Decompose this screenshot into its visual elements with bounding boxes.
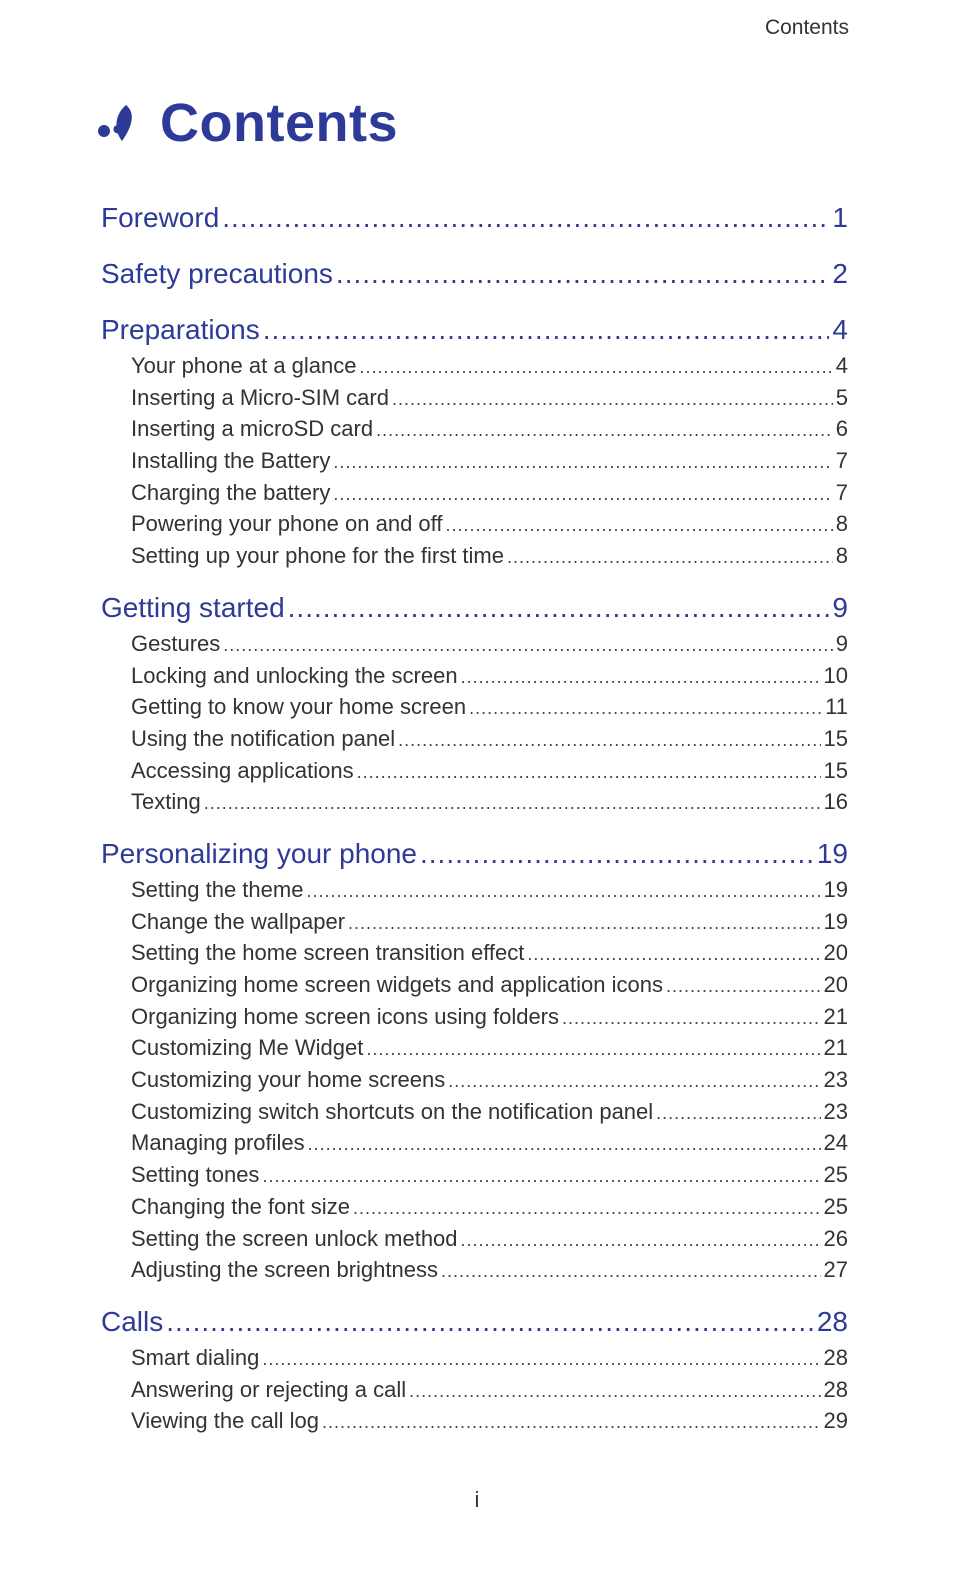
toc-leader-dots: [562, 1003, 821, 1033]
toc-entry-page: 28: [816, 1305, 848, 1337]
toc-entry-topic[interactable]: [101, 1191, 848, 1223]
toc-entry-chapter[interactable]: [101, 834, 848, 874]
toc-entry-page: 7: [835, 448, 848, 474]
toc-entry-label: Inserting a microSD card: [131, 416, 374, 442]
toc-entry-page: 20: [823, 940, 848, 966]
toc-leader-dots: [263, 310, 830, 350]
toc-entry-topic[interactable]: [101, 937, 848, 969]
toc-entry-page: 4: [832, 314, 848, 345]
toc-leader-dots: [353, 1193, 821, 1223]
toc-section: [101, 588, 848, 818]
toc-entry-label: Personalizing your phone: [101, 837, 417, 869]
toc-section: [101, 254, 848, 294]
toc-entry-page: 28: [823, 1376, 848, 1402]
toc-leader-dots: [204, 788, 821, 818]
toc-entry-topic[interactable]: [101, 477, 848, 509]
toc-entry-page: 15: [823, 757, 848, 783]
toc-leader-dots: [527, 939, 820, 969]
toc-entry-topic[interactable]: [101, 540, 848, 572]
toc-leader-dots: [461, 662, 821, 692]
toc-entry-page: 9: [832, 591, 848, 623]
toc-leader-dots: [322, 1407, 821, 1437]
toc-section: [101, 1302, 848, 1437]
toc-entry-topic[interactable]: [101, 1342, 848, 1374]
toc-entry-topic[interactable]: [101, 969, 848, 1001]
toc-entry-page: 21: [823, 1035, 848, 1061]
toc-leader-dots: [366, 1034, 820, 1064]
toc-entry-page: 24: [823, 1130, 848, 1156]
toc-entry-page: 2: [832, 258, 848, 289]
toc-entry-label: Setting the theme: [131, 876, 304, 902]
toc-entry-label: Customizing Me Widget: [131, 1035, 364, 1061]
toc-entry-topic[interactable]: [101, 1374, 848, 1406]
toc-entry-page: 28: [823, 1344, 848, 1370]
page-number: i: [474, 1487, 480, 1512]
toc-entry-topic[interactable]: [101, 1032, 848, 1064]
toc-entry-label: Setting tones: [131, 1162, 260, 1188]
toc-leader-dots: [469, 693, 822, 723]
toc-entry-topic[interactable]: [101, 350, 848, 382]
toc-entry-label: Calls: [101, 1305, 164, 1337]
toc-entry-topic[interactable]: [101, 445, 848, 477]
toc-entry-page: 11: [825, 694, 848, 720]
toc-entry-topic[interactable]: [101, 906, 848, 938]
toc-entry-page: 23: [823, 1067, 848, 1093]
toc-entry-page: 25: [823, 1193, 848, 1219]
toc-entry-label: Setting the screen unlock method: [131, 1225, 458, 1251]
toc-entry-label: Powering your phone on and off: [131, 511, 443, 537]
toc-entry-topic[interactable]: [101, 874, 848, 906]
toc-entry-page: 6: [835, 416, 848, 442]
toc-leader-dots: [348, 908, 820, 938]
toc-section: [101, 198, 848, 238]
toc-entry-label: Using the notification panel: [131, 725, 396, 751]
toc-entry-label: Changing the font size: [131, 1193, 350, 1219]
toc-leader-dots: [448, 1066, 820, 1096]
toc-entry-label: Your phone at a glance: [131, 353, 357, 378]
toc-leader-dots: [666, 971, 821, 1001]
toc-entry-page: 9: [835, 630, 848, 656]
toc-leader-dots: [461, 1225, 821, 1255]
toc-entry-page: 1: [832, 202, 848, 233]
toc-entry-page: 16: [823, 789, 848, 815]
toc-entry-topic[interactable]: [101, 413, 848, 445]
toc-entry-page: 8: [835, 511, 848, 537]
toc-entry-page: 26: [823, 1225, 848, 1251]
toc-entry-topic[interactable]: [101, 1223, 848, 1255]
toc-entry-chapter[interactable]: [101, 254, 848, 294]
toc-entry-label: Change the wallpaper: [131, 908, 346, 934]
toc-entry-label: Customizing switch shortcuts on the notification panel: [131, 1098, 654, 1124]
toc-entry-topic[interactable]: [101, 508, 848, 540]
toc-entry-topic[interactable]: [101, 382, 848, 414]
toc-entry-page: 5: [835, 384, 848, 410]
toc-leader-dots: [288, 588, 830, 628]
toc-entry-page: 8: [835, 543, 848, 569]
toc-entry-topic[interactable]: [101, 1096, 848, 1128]
toc-entry-label: Getting started: [101, 591, 285, 623]
toc-entry-label: Viewing the call log: [131, 1408, 319, 1434]
toc-entry-topic[interactable]: [101, 786, 848, 818]
toc-entry-label: Locking and unlocking the screen: [131, 662, 458, 688]
toc-entry-page: 15: [823, 725, 848, 751]
toc-entry-label: Organizing home screen widgets and application icons: [131, 972, 663, 997]
toc-leader-dots: [376, 415, 833, 445]
toc-section: [101, 834, 848, 1286]
toc-entry-page: 27: [823, 1257, 848, 1283]
toc-leader-dots: [262, 1344, 820, 1374]
toc-leader-dots: [507, 542, 833, 572]
toc-entry-label: Managing profiles: [131, 1130, 305, 1156]
toc-entry-label: Texting: [131, 789, 201, 815]
toc-entry-topic[interactable]: [101, 1127, 848, 1159]
toc-entry-label: Setting up your phone for the first time: [131, 543, 504, 569]
toc-entry-page: 19: [816, 837, 848, 869]
table-of-contents: [101, 198, 848, 1453]
toc-leader-dots: [357, 757, 821, 787]
toc-entry-page: 25: [823, 1162, 848, 1188]
toc-entry-topic[interactable]: [101, 1001, 848, 1033]
toc-entry-topic[interactable]: [101, 628, 848, 660]
toc-entry-topic[interactable]: [101, 723, 848, 755]
leaf-bullet-icon: [96, 101, 136, 145]
toc-leader-dots: [223, 630, 832, 660]
toc-entry-label: Charging the battery: [131, 479, 331, 505]
toc-entry-label: Setting the home screen transition effect: [131, 940, 525, 966]
toc-leader-dots: [392, 384, 833, 414]
toc-entry-label: Safety precautions: [101, 258, 333, 289]
toc-leader-dots: [166, 1302, 814, 1342]
toc-entry-page: 23: [823, 1098, 848, 1124]
toc-entry-topic[interactable]: [101, 691, 848, 723]
toc-entry-page: 29: [823, 1408, 848, 1434]
toc-leader-dots: [446, 510, 833, 540]
toc-entry-label: Gestures: [131, 630, 221, 656]
toc-entry-topic[interactable]: [101, 755, 848, 787]
toc-entry-label: Organizing home screen icons using folders: [131, 1003, 560, 1029]
toc-entry-label: Answering or rejecting a call: [131, 1376, 407, 1402]
toc-entry-page: 19: [823, 876, 848, 902]
toc-entry-label: Preparations: [101, 314, 260, 345]
toc-section: [101, 310, 848, 572]
toc-entry-label: Smart dialing: [131, 1344, 260, 1370]
toc-entry-label: Foreword: [101, 202, 220, 233]
toc-leader-dots: [420, 834, 814, 874]
toc-leader-dots: [398, 725, 820, 755]
toc-leader-dots: [333, 479, 832, 509]
toc-entry-label: Accessing applications: [131, 757, 354, 783]
toc-leader-dots: [656, 1098, 820, 1128]
toc-entry-topic[interactable]: [101, 1159, 848, 1191]
page-title: Contents: [160, 93, 398, 153]
toc-entry-page: 20: [823, 972, 848, 997]
toc-entry-label: Customizing your home screens: [131, 1067, 446, 1093]
toc-leader-dots: [333, 447, 832, 477]
toc-entry-page: 19: [823, 908, 848, 934]
toc-leader-dots: [306, 876, 820, 906]
toc-entry-label: Adjusting the screen brightness: [131, 1257, 438, 1283]
running-header: Contents: [764, 16, 849, 39]
toc-leader-dots: [308, 1129, 821, 1159]
toc-entry-page: 21: [823, 1003, 848, 1029]
toc-leader-dots: [360, 352, 833, 382]
toc-leader-dots: [409, 1376, 820, 1406]
toc-entry-page: 10: [823, 662, 848, 688]
toc-entry-chapter[interactable]: [101, 310, 848, 350]
toc-leader-dots: [222, 198, 829, 238]
toc-entry-chapter[interactable]: [101, 588, 848, 628]
toc-entry-topic[interactable]: [101, 1405, 848, 1437]
toc-entry-label: Installing the Battery: [131, 448, 331, 474]
toc-entry-page: 4: [835, 353, 848, 378]
toc-entry-topic[interactable]: [101, 1064, 848, 1096]
toc-entry-label: Getting to know your home screen: [131, 694, 467, 720]
toc-entry-topic[interactable]: [101, 1254, 848, 1286]
toc-entry-chapter[interactable]: [101, 1302, 848, 1342]
toc-leader-dots: [262, 1161, 820, 1191]
toc-leader-dots: [336, 254, 830, 294]
toc-entry-topic[interactable]: [101, 660, 848, 692]
title-block: [96, 92, 398, 154]
toc-entry-label: Inserting a Micro-SIM card: [131, 384, 389, 410]
toc-entry-page: 7: [835, 479, 848, 505]
toc-entry-chapter[interactable]: [101, 198, 848, 238]
toc-leader-dots: [441, 1256, 821, 1286]
